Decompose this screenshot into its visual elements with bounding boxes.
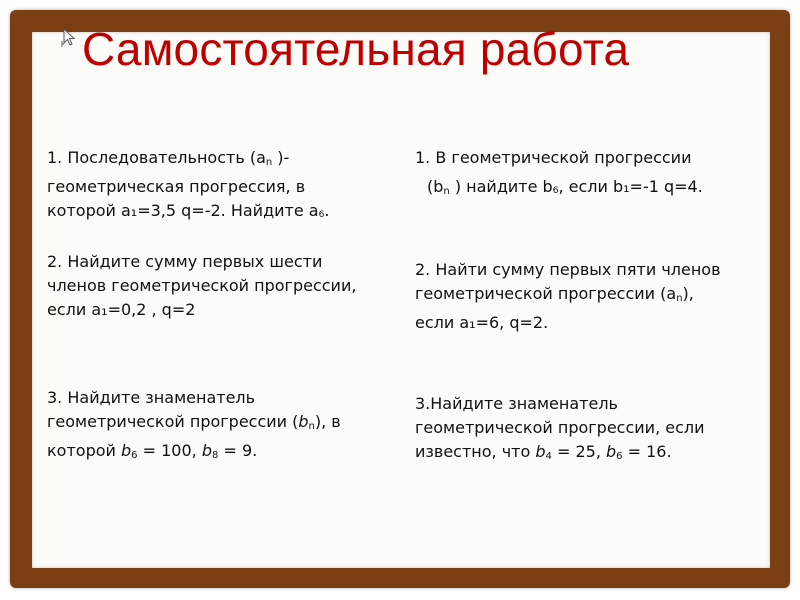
left-task-3-line1: 3. Найдите знаменатель [47,388,256,407]
left-task-1: 1. Последовательность ($a_n$ )- геометрическая прогрессия, в которой a₁=3,5 q=-2. Найдите a6. [47,146,337,227]
right-task-2 [415,258,760,335]
left-task-3-line2: геометрической прогрессии $(b_n)$, в [47,412,341,432]
right-task-3-line3: известно, что $b_4 = 25$, $b_6 = 16$. [415,442,672,462]
cursor-move-icon [61,28,77,48]
page-title: Самостоятельная работа [82,23,630,75]
right-task-2-line3: если a₁=6, q=2. [415,313,549,332]
left-task-1-line2: геометрическая прогрессия, в [47,177,306,196]
left-task-2-line1: 2. Найдите сумму первых шести [47,252,323,271]
left-task-2-line2: членов геометрической прогрессии, [47,276,357,295]
right-task-1-line1: 1. В геометрической прогрессии [415,148,692,167]
right-task-2-line2: геометрической прогрессии $(a_n)$, [415,284,694,304]
left-task-3 [47,386,380,468]
right-task-2-line1: 2. Найти сумму первых пяти членов [415,260,721,279]
left-task-1-line1: 1. Последовательность (a [47,148,266,167]
right-task-1 [415,146,745,204]
left-task-2 [47,250,387,322]
left-task-3-line3: которой $b_6 = 100$, $b_8 = 9$. [47,441,258,461]
right-task-1-line2: ($b_n$ ) найдите b6, если b₁=-1 q=4. [427,177,703,197]
right-task-3 [415,392,755,469]
right-task-3-line1: 3.Найдите знаменатель [415,394,618,413]
left-task-1-line3: которой a₁=3,5 q=-2. Найдите a [47,201,319,220]
right-task-3-line2: геометрической прогрессии, если [415,418,705,437]
left-task-2-line3: если a₁=0,2 , q=2 [47,300,196,319]
